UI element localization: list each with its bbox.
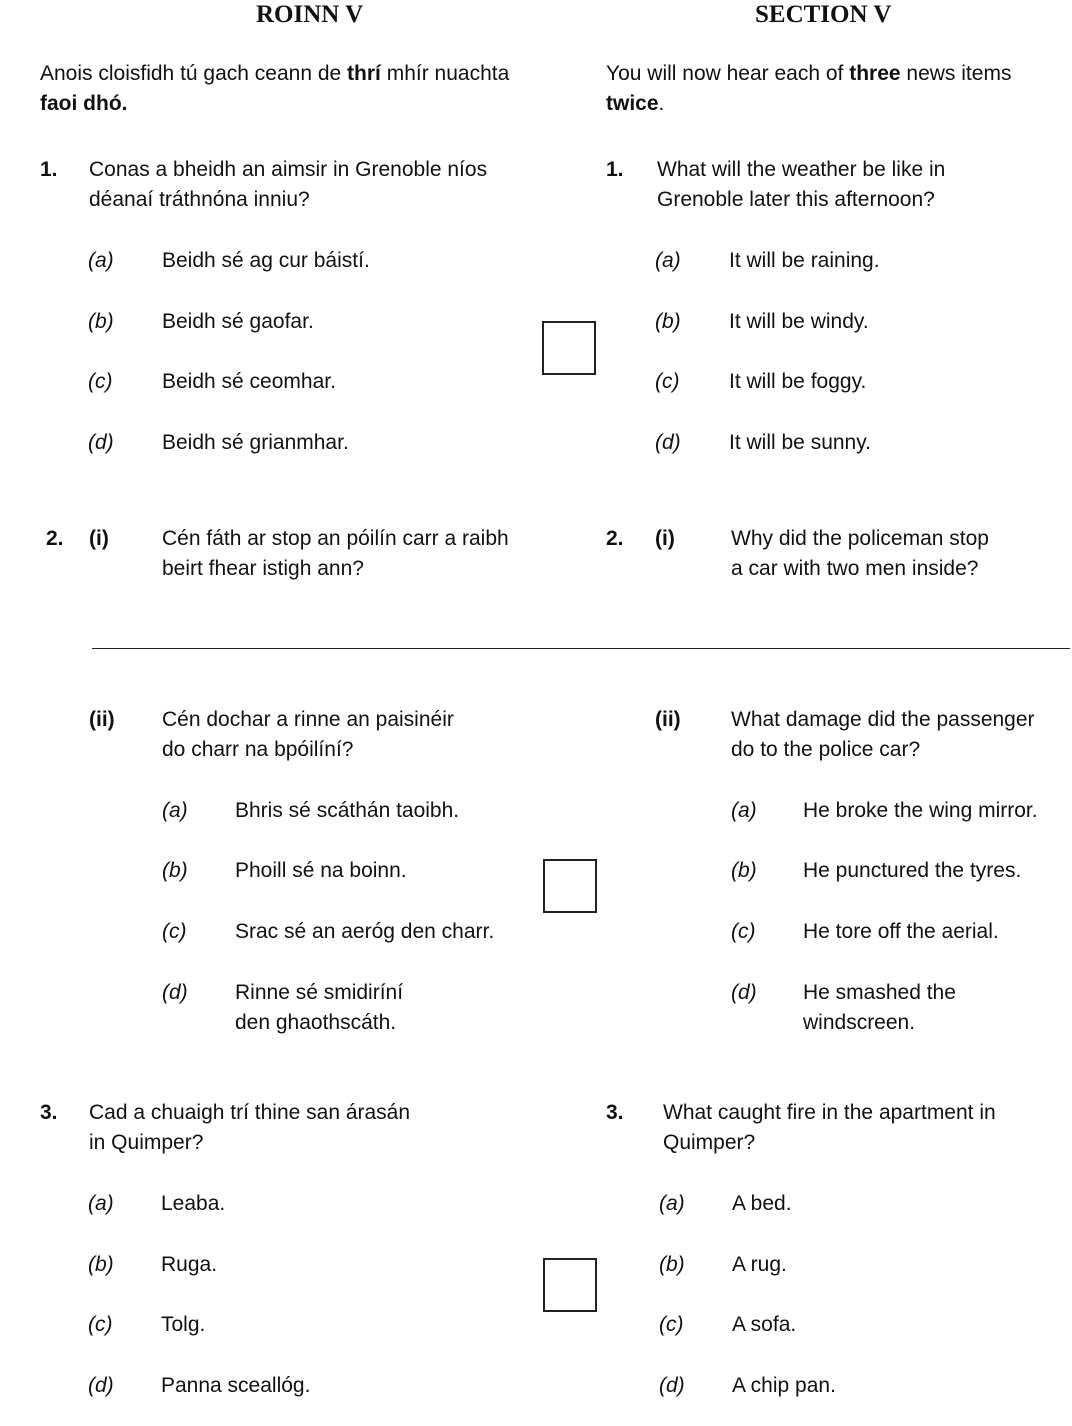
intro-english: You will now hear each of three news items [606,62,1012,85]
q2-option-irish: Bhris sé scáthán taoibh. [235,799,460,822]
q1-option-label: (d) [88,431,114,454]
q2-part-ii-label-irish: (ii) [89,708,115,731]
q3-option-irish: Ruga. [161,1253,218,1276]
q3-option-label: (c) [659,1313,684,1336]
q1-option-irish: Beidh sé grianmhar. [162,431,349,454]
q1-option-english: It will be foggy. [729,370,867,393]
q2-option-irish: Rinne sé smidiríní [235,981,404,1004]
q1-option-label: (c) [655,370,680,393]
q3-option-english: A bed. [732,1192,792,1215]
q1-option-label: (c) [88,370,113,393]
q2-option-english-line2: windscreen. [803,1011,916,1034]
q3-question-irish: Cad a chuaigh trí thine san árasán [89,1101,411,1124]
q1-option-label: (b) [88,310,114,333]
q2-option-label: (c) [162,920,187,943]
q2-option-label: (a) [162,799,188,822]
q2-option-english: He broke the wing mirror. [803,799,1038,822]
q1-option-irish: Beidh sé ag cur báistí. [162,249,370,272]
q2-option-label: (d) [731,981,757,1004]
q2-answer-box[interactable] [543,859,597,913]
q1-option-irish: Beidh sé ceomhar. [162,370,336,393]
q3-option-label: (a) [659,1192,685,1215]
q3-number-irish: 3. [40,1101,58,1124]
q3-option-label: (d) [88,1374,114,1397]
q2-part-ii-question-irish: Cén dochar a rinne an paisinéir [162,708,454,731]
q2-part-i-label-english: (i) [655,527,675,550]
q2-part-i-question-irish-line2: beirt fhear istigh ann? [162,557,364,580]
q3-option-irish: Leaba. [161,1192,226,1215]
q2-part-i-question-english: Why did the policeman stop [731,527,989,550]
q2-part-i-question-irish: Cén fáth ar stop an póilín carr a raibh [162,527,509,550]
q3-question-english-line2: Quimper? [663,1131,756,1154]
q1-option-english: It will be raining. [729,249,880,272]
q2-part-ii-question-irish-line2: do charr na bpóilíní? [162,738,354,761]
q2-part-i-question-english-line2: a car with two men inside? [731,557,979,580]
q3-option-label: (b) [659,1253,685,1276]
q2-answer-line[interactable] [92,648,1070,649]
q2-part-ii-label-english: (ii) [655,708,681,731]
q1-option-label: (a) [655,249,681,272]
q2-number-irish: 2. [46,527,64,550]
intro-english-line2: twice. [606,92,665,115]
q3-option-english: A rug. [732,1253,787,1276]
q1-question-irish-line2: déanaí tráthnóna inniu? [89,188,310,211]
q2-number-english: 2. [606,527,624,550]
q2-option-english: He tore off the aerial. [803,920,999,943]
q3-number-english: 3. [606,1101,624,1124]
q2-part-i-label-irish: (i) [89,527,109,550]
q1-question-english-line2: Grenoble later this afternoon? [657,188,935,211]
q1-answer-box[interactable] [542,321,596,375]
intro-irish: Anois cloisfidh tú gach ceann de thrí mhír nuachta [40,62,510,85]
q2-option-irish: Phoill sé na boinn. [235,859,407,882]
q2-option-label: (d) [162,981,188,1004]
q3-question-english: What caught fire in the apartment in [663,1101,996,1124]
q2-option-english: He punctured the tyres. [803,859,1022,882]
q2-part-ii-question-english-line2: do to the police car? [731,738,921,761]
q1-option-label: (a) [88,249,114,272]
q2-part-ii-question-english: What damage did the passenger [731,708,1035,731]
q1-option-english: It will be windy. [729,310,869,333]
q1-option-label: (d) [655,431,681,454]
q2-option-irish-line2: den ghaothscáth. [235,1011,397,1034]
q1-number-irish: 1. [40,158,58,181]
section-title-irish: ROINN V [256,1,364,28]
intro-irish-line2: faoi dhó. [40,92,128,115]
q3-answer-box[interactable] [543,1258,597,1312]
q2-option-english: He smashed the [803,981,956,1004]
q2-option-label: (b) [731,859,757,882]
q3-option-label: (d) [659,1374,685,1397]
q2-option-irish: Srac sé an aeróg den charr. [235,920,495,943]
q3-option-english: A chip pan. [732,1374,836,1397]
q1-question-english: What will the weather be like in [657,158,946,181]
q2-option-label: (a) [731,799,757,822]
q3-option-label: (b) [88,1253,114,1276]
q1-number-english: 1. [606,158,624,181]
q1-option-label: (b) [655,310,681,333]
q3-option-irish: Tolg. [161,1313,206,1336]
q3-question-irish-line2: in Quimper? [89,1131,204,1154]
q3-option-label: (c) [88,1313,113,1336]
q3-option-irish: Panna sceallóg. [161,1374,311,1397]
q1-option-english: It will be sunny. [729,431,872,454]
q3-option-english: A sofa. [732,1313,797,1336]
q2-option-label: (b) [162,859,188,882]
q1-question-irish: Conas a bheidh an aimsir in Grenoble níos [89,158,488,181]
q1-option-irish: Beidh sé gaofar. [162,310,314,333]
q2-option-label: (c) [731,920,756,943]
section-title-english: SECTION V [755,1,892,28]
q3-option-label: (a) [88,1192,114,1215]
